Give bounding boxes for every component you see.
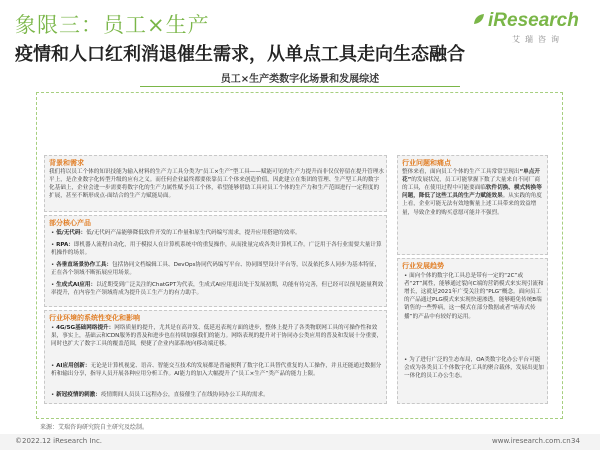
trend-item: • 面向个体的数字化工具总是带有一定的“2C”或者“2T”属性，能够通过裂向C端的营销模式来实现引流和增长，这就是2021年广受关注的“PLG”概念。面向员工的产品通过PLG模式来实现快速渗透，能够避免传统B端销售的一些弊病，这一模式在部分数据或者“病毒式传播”的产品中有较好的运用。 xyxy=(404,273,544,320)
section-title: 象限三：员工×生产 xyxy=(15,13,210,37)
logo-subtext: 艾瑞咨询 xyxy=(512,35,564,44)
problems-heading: 行业问题和痛点 xyxy=(402,159,451,167)
environment-item: • 4G/5G基础网络提升：网络质量的提升，尤其是在高并发、低延迟表现方面的进步，整体上提升了各类物联网工具的可操作性和效果，事实上，基础云和CDN服务的普及和进步也在持续加强我们的能力。网络表现的提升对于协同办公类应用的普及和发展十分重要，同时也扩大了数字工具的覆盖范围，便捷了企业内部系统向移动端迁移。 xyxy=(51,325,383,348)
trends-panel xyxy=(397,258,548,404)
environment-item: • AI应用创新：无论是计算机视觉、语音、智能交互技术的发展都是普遍便利了数字化工具替代重复的人工操作，并且还能通过数据分析和输出分享，指导人员开展各种应用分析工作。AI能力的加入大幅提升了“员工×生产”类产品的能力上限。 xyxy=(51,363,382,378)
core-products-heading: 部分核心产品 xyxy=(49,219,91,227)
leaf-icon xyxy=(472,12,486,26)
copyright: ©2022.12 iResearch Inc. xyxy=(15,437,103,445)
website-url: www.iresearch.com.cn xyxy=(492,437,571,445)
core-item: • RPA：即机器人流程自动化，用于模拟人在计算机系统中的重复操作，从而批量完成各类计算机工作。广泛用于各行业需要大量计算机操作的场景。 xyxy=(51,242,382,257)
core-products-panel xyxy=(44,215,387,307)
background-text: 我们将以员工个体的知识技能为输入材料的生产力工具分类为“员工×生产”型工具——赋能可见的生产力提升而非仅仅停留在提升管理水平上，是企业数字化转型升级的应有之义。而任何企业最终都要依靠员工个体来创造价值，因此建立在集团的管理、生产型工具的数字化基础上，企业会进一步需要将数字化的生产力属性赋予员工个体，希望能够借助工具对员工个体的生产力和生产范围进行一定程度的扩展，甚至不断形成点-面结合的生产力赋能局面。 xyxy=(49,169,384,200)
trends-heading: 行业发展趋势 xyxy=(402,262,444,270)
logo-wordmark: iResearch xyxy=(488,10,579,31)
background-panel xyxy=(44,155,387,212)
page-headline: 疫情和人口红利消退催生需求，从单点工具走向生态融合 xyxy=(15,44,465,65)
iresearch-logo xyxy=(488,10,588,44)
problems-text: 整体来看，面向员工个体的生产工具常常呈现出“单点开花”的发展状况，员工可能掌握下数了大量来自不同厂商的工具，在使用过程中可能要面临软件切换、模式转换等问题，降低了这些工具的生产力赋能效果。从实践的角度上看，企业可能无法有效地衡量上述工具带来的效益增量，导致企业的购买意愿可能并不强烈。 xyxy=(402,169,542,216)
environment-panel xyxy=(44,310,387,404)
page-number: 34 xyxy=(571,437,580,445)
background-heading: 背景和需求 xyxy=(49,159,84,167)
core-item: • 各垂直场景协作工具：包括协同文档编辑工具、DevOps协同代码编写平台、协同图型设计平台等，以及依托多人同步为基本特征，正在各个领域不断拓展应用场景。 xyxy=(51,262,381,277)
core-item: • 低/无代码：低/无代码产品能够降低软件开发的工作量和原生代码编写需求，提升应用搭建的效率。 xyxy=(51,230,301,236)
environment-item: • 新冠疫情的刺激：疫情期间人员员工远程办公，直接催生了在线协同办公工具的需求。 xyxy=(51,392,269,398)
environment-heading: 行业环境的系统性变化和影响 xyxy=(49,314,140,322)
core-item: • 生成式AI应用：以近期受到广泛关注的ChatGPT为代表，生成式AI应用退出处于发展初期，功能有待完善，但已经可以预见能量利效率提升，在内容生产领域将成为提升员工生产力的有力助手。 xyxy=(51,282,384,297)
problems-panel xyxy=(397,155,548,255)
trend-item: • 为了进行广泛的生态布局，OA类数字化办公平台可能会成为各类员工个体数字化工具的聚合载体，发展出更加一体化的员工办公生态。 xyxy=(404,357,544,380)
source-note: 来源：艾瑞咨询研究院自主研究及绘制。 xyxy=(40,424,149,431)
subtitle-underline xyxy=(140,86,460,87)
diagram-subtitle: 员工×生产类数字化场景和发展综述 xyxy=(220,74,380,85)
